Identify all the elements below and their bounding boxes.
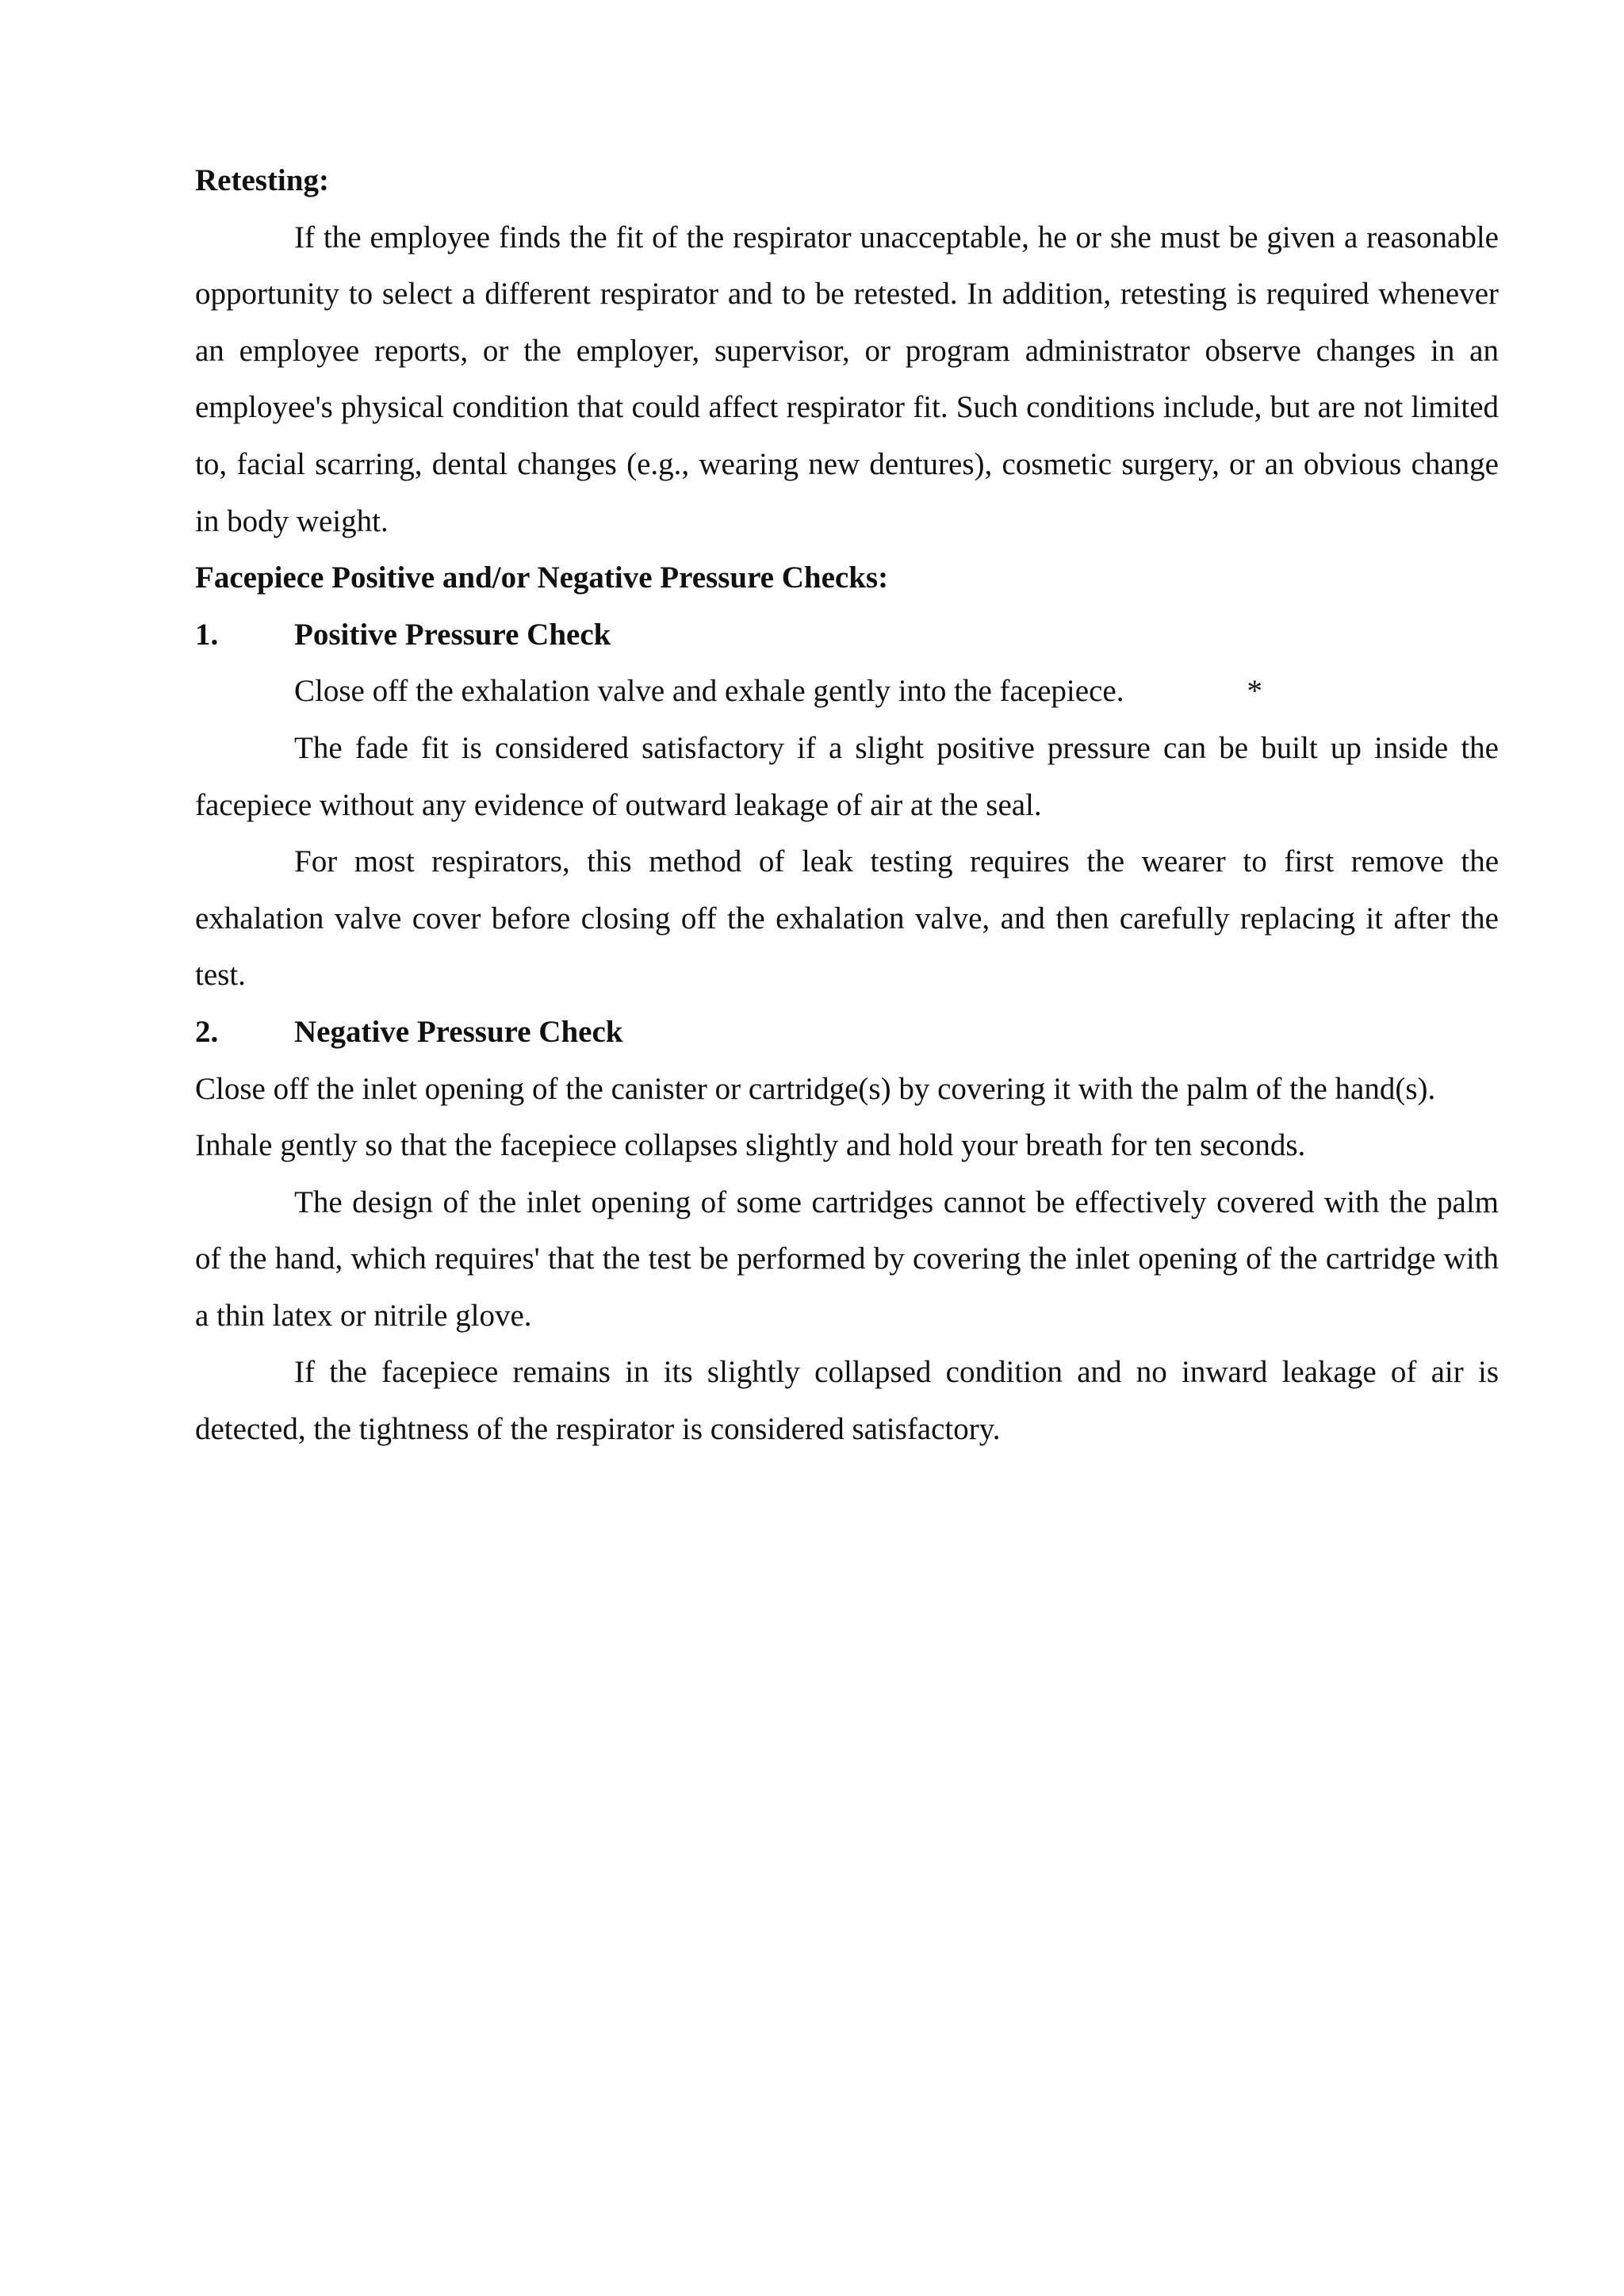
retesting-heading: Retesting:: [195, 163, 329, 197]
positive-check-step: [195, 663, 1499, 720]
positive-check-number: 1.: [195, 617, 219, 652]
positive-check-paragraph-1: The fade fit is considered satisfactory if a slight positive pressure can be built up inside the facepiece without any evidence of outward leakage of air at the seal.: [195, 730, 1499, 822]
negative-check-heading: [195, 1004, 1499, 1061]
negative-check-title: Negative Pressure Check: [294, 1014, 623, 1049]
positive-check-heading: [195, 607, 1499, 664]
positive-check-title: Positive Pressure Check: [294, 617, 611, 652]
negative-check-step-2: Inhale gently so that the facepiece collapses slightly and hold your breath for ten seconds.: [195, 1128, 1306, 1163]
negative-check-step-1: Close off the inlet opening of the canister or cartridge(s) by covering it with the palm of the hand(s).: [195, 1071, 1436, 1106]
retesting-paragraph: If the employee finds the fit of the respirator unacceptable, he or she must be given a reasonable opportunity to select a different respirator and to be retested. In addition, retesting is required whenever an employee reports, or the employer, supervisor, or program administrator observe changes in an employee's physical condition that could affect respirator fit. Such conditions include, but are not limited to, facial scarring, dental changes (e.g., wearing new dentures), cosmetic surgery, or an obvious change in body weight.: [195, 220, 1499, 538]
negative-check-paragraph-2: If the facepiece remains in its slightly collapsed condition and no inward leakage of air is detected, the tightness of the respirator is considered satisfactory.: [195, 1355, 1499, 1447]
asterisk-mark: *: [1247, 674, 1262, 709]
positive-check-paragraph-2: For most respirators, this method of leak testing requires the wearer to first remove the exhalation valve cover before closing off the exhalation valve, and then carefully replacing it after the test.: [195, 844, 1499, 993]
negative-check-paragraph-1: The design of the inlet opening of some cartridges cannot be effectively covered with the palm of the hand, which requires' that the test be performed by covering the inlet opening of the cartridge with a thin latex or nitrile glove.: [195, 1184, 1499, 1333]
positive-check-step-text: Close off the exhalation valve and exhale gently into the facepiece.: [294, 674, 1124, 709]
pressure-checks-heading: Facepiece Positive and/or Negative Pressure Checks:: [195, 561, 889, 595]
negative-check-number: 2.: [195, 1014, 219, 1049]
document-page: [195, 152, 1499, 1458]
